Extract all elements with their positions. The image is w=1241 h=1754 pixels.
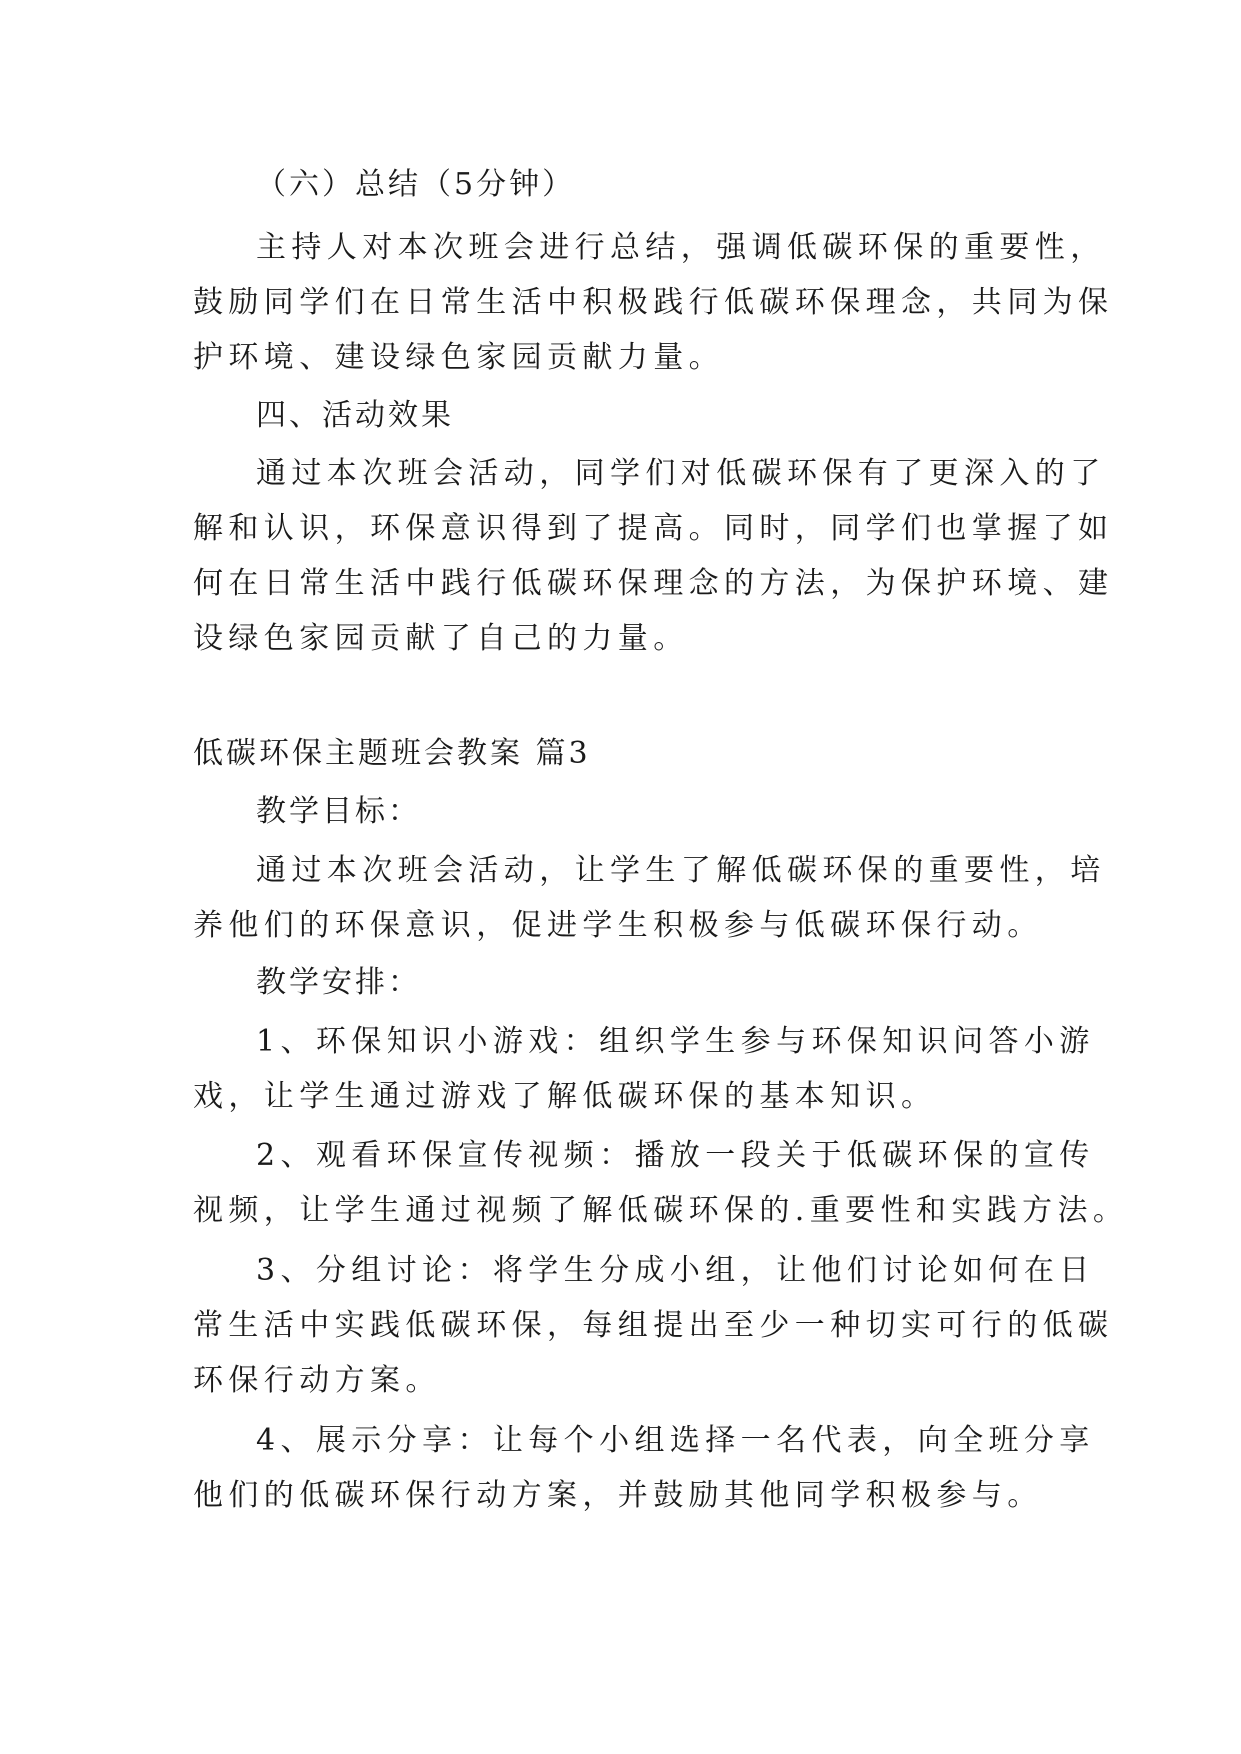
list-item-line: 环保行动方案。 bbox=[193, 1363, 441, 1398]
paragraph-line: 通过本次班会活动，同学们对低碳环保有了更深入的了 bbox=[256, 456, 1106, 491]
list-item-line: 视频，让学生通过视频了解低碳环保的.重要性和实践方法。 bbox=[193, 1193, 1129, 1228]
list-item-line: 常生活中实践低碳环保，每组提出至少一种切实可行的低碳 bbox=[193, 1308, 1114, 1343]
paragraph-line: 设绿色家园贡献了自己的力量。 bbox=[193, 621, 689, 656]
paragraph-line: 护环境、建设绿色家园贡献力量。 bbox=[193, 340, 724, 375]
plan-heading: 教学安排： bbox=[256, 965, 421, 1000]
paragraph-line: 养他们的环保意识，促进学生积极参与低碳环保行动。 bbox=[193, 908, 1043, 943]
section-heading-summary: （六）总结（5分钟） bbox=[256, 167, 576, 202]
goal-heading: 教学目标： bbox=[256, 794, 421, 829]
section-heading-effect: 四、活动效果 bbox=[256, 398, 454, 433]
list-item-line: 3、分组讨论：将学生分成小组，让他们讨论如何在日 bbox=[256, 1253, 1095, 1288]
paragraph-line: 解和认识，环保意识得到了提高。同时，同学们也掌握了如 bbox=[193, 511, 1114, 546]
list-item-line: 1、环保知识小游戏：组织学生参与环保知识问答小游 bbox=[256, 1024, 1095, 1059]
list-item-line: 2、观看环保宣传视频：播放一段关于低碳环保的宣传 bbox=[256, 1138, 1095, 1173]
article-title: 低碳环保主题班会教案 篇3 bbox=[193, 736, 591, 771]
paragraph-line: 通过本次班会活动，让学生了解低碳环保的重要性，培 bbox=[256, 853, 1106, 888]
list-item-line: 戏，让学生通过游戏了解低碳环保的基本知识。 bbox=[193, 1079, 937, 1114]
list-item-line: 4、展示分享：让每个小组选择一名代表，向全班分享 bbox=[256, 1423, 1095, 1458]
paragraph-line: 鼓励同学们在日常生活中积极践行低碳环保理念，共同为保 bbox=[193, 285, 1114, 320]
paragraph-line: 何在日常生活中践行低碳环保理念的方法，为保护环境、建 bbox=[193, 566, 1114, 601]
paragraph-line: 主持人对本次班会进行总结，强调低碳环保的重要性， bbox=[256, 230, 1106, 265]
list-item-line: 他们的低碳环保行动方案，并鼓励其他同学积极参与。 bbox=[193, 1478, 1043, 1513]
